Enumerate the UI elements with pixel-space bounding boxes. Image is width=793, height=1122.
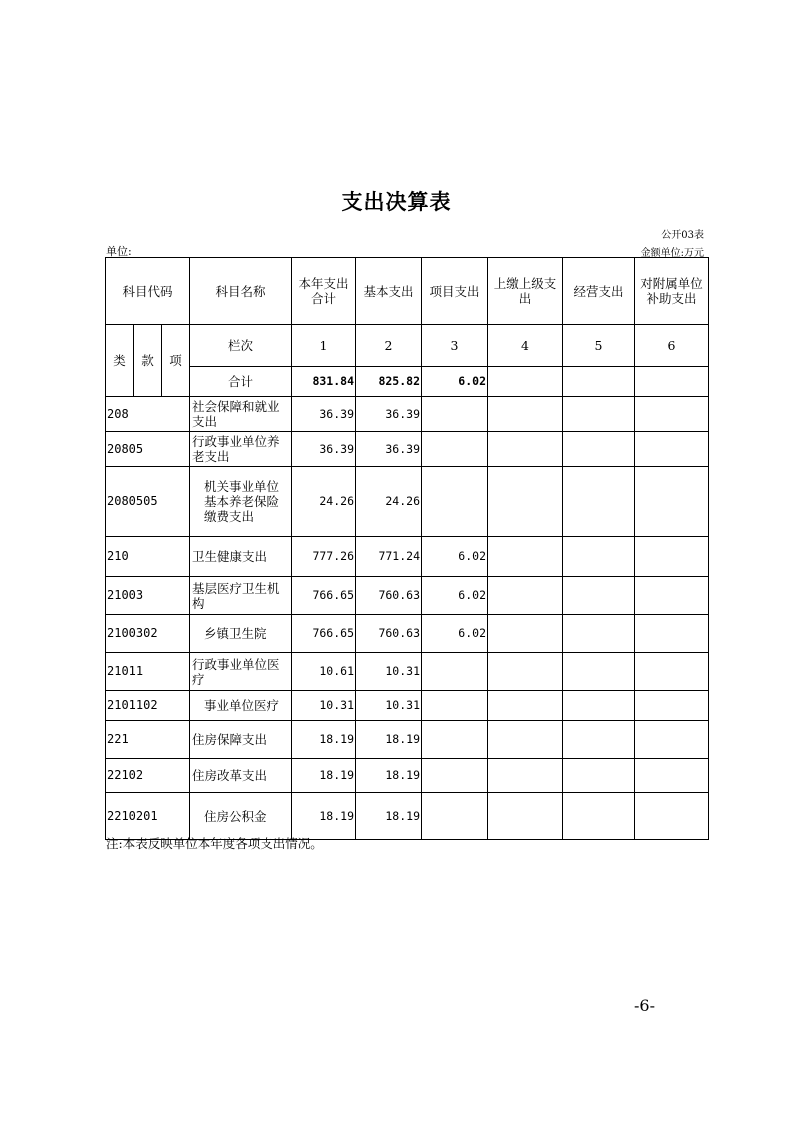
subject-name-cell: 社会保障和就业支出 — [190, 397, 292, 432]
remit-cell — [488, 615, 563, 653]
subject-name-cell: 行政事业单位养老支出 — [190, 432, 292, 467]
subject-name-cell: 住房改革支出 — [190, 759, 292, 793]
business-cell — [563, 759, 635, 793]
subject-code-cell: 21003 — [106, 577, 190, 615]
subject-name-cell: 住房保障支出 — [190, 721, 292, 759]
table-row — [106, 537, 709, 577]
basic-cell: 18.19 — [356, 759, 422, 793]
remit-cell — [488, 759, 563, 793]
total-cell: 24.26 — [292, 467, 356, 537]
business-cell — [563, 653, 635, 691]
business-cell — [563, 721, 635, 759]
total-cell: 36.39 — [292, 397, 356, 432]
header-row — [106, 258, 709, 325]
project-cell — [422, 397, 488, 432]
unit-label: 单位: — [106, 245, 132, 258]
remit-cell — [488, 432, 563, 467]
project-cell — [422, 759, 488, 793]
table-row — [106, 759, 709, 793]
header-total: 本年支出合计 — [292, 258, 356, 325]
subject-name-cell: 卫生健康支出 — [190, 537, 292, 577]
subsidy-cell — [635, 432, 709, 467]
project-cell — [422, 721, 488, 759]
business-cell — [563, 793, 635, 840]
subject-code-cell: 2101102 — [106, 691, 190, 721]
remit-cell — [488, 691, 563, 721]
basic-cell: 36.39 — [356, 397, 422, 432]
subsidy-cell — [635, 721, 709, 759]
total-cell: 18.19 — [292, 759, 356, 793]
business-cell — [563, 397, 635, 432]
header-xiang: 项 — [162, 325, 190, 397]
header-business: 经营支出 — [563, 258, 635, 325]
subject-code-cell: 2100302 — [106, 615, 190, 653]
expenditure-table — [105, 257, 709, 840]
header-subject-name: 科目名称 — [190, 258, 292, 325]
col-no-3: 3 — [422, 325, 488, 367]
total-cell: 777.26 — [292, 537, 356, 577]
header-basic: 基本支出 — [356, 258, 422, 325]
header-remit: 上缴上级支出 — [488, 258, 563, 325]
total-cell: 18.19 — [292, 793, 356, 840]
remit-cell — [488, 467, 563, 537]
subsidy-cell — [635, 653, 709, 691]
project-cell — [422, 691, 488, 721]
header-kuan: 款 — [134, 325, 162, 397]
project-cell — [422, 793, 488, 840]
table-row — [106, 577, 709, 615]
summary-business — [563, 367, 635, 397]
header-subject-code: 科目代码 — [106, 258, 190, 325]
subsidy-cell — [635, 793, 709, 840]
subject-name-cell: 机关事业单位基本养老保险缴费支出 — [190, 467, 292, 537]
subsidy-cell — [635, 537, 709, 577]
column-number-row — [106, 325, 709, 367]
subject-code-cell: 221 — [106, 721, 190, 759]
basic-cell: 760.63 — [356, 577, 422, 615]
col-no-5: 5 — [563, 325, 635, 367]
subject-name-cell: 行政事业单位医疗 — [190, 653, 292, 691]
summary-row — [106, 367, 709, 397]
business-cell — [563, 537, 635, 577]
basic-cell: 18.19 — [356, 721, 422, 759]
basic-cell: 771.24 — [356, 537, 422, 577]
col-no-4: 4 — [488, 325, 563, 367]
project-cell: 6.02 — [422, 537, 488, 577]
basic-cell: 760.63 — [356, 615, 422, 653]
subject-name-cell: 乡镇卫生院 — [190, 615, 292, 653]
remit-cell — [488, 397, 563, 432]
form-number: 公开03表 — [661, 230, 704, 241]
table-row — [106, 397, 709, 432]
business-cell — [563, 577, 635, 615]
subject-code-cell: 21011 — [106, 653, 190, 691]
total-cell: 10.61 — [292, 653, 356, 691]
total-cell: 10.31 — [292, 691, 356, 721]
basic-cell: 18.19 — [356, 793, 422, 840]
summary-total: 831.84 — [292, 367, 356, 397]
summary-subsidy — [635, 367, 709, 397]
project-cell — [422, 432, 488, 467]
subsidy-cell — [635, 615, 709, 653]
subject-name-cell: 基层医疗卫生机构 — [190, 577, 292, 615]
summary-remit — [488, 367, 563, 397]
total-cell: 18.19 — [292, 721, 356, 759]
page-title: 支出决算表 — [341, 190, 452, 214]
basic-cell: 10.31 — [356, 691, 422, 721]
project-cell — [422, 653, 488, 691]
header-lanci: 栏次 — [190, 325, 292, 367]
summary-label: 合计 — [190, 367, 292, 397]
table-row — [106, 615, 709, 653]
table-row — [106, 432, 709, 467]
subsidy-cell — [635, 691, 709, 721]
project-cell: 6.02 — [422, 615, 488, 653]
subject-name-cell: 住房公积金 — [190, 793, 292, 840]
table-row — [106, 467, 709, 537]
subject-code-cell: 210 — [106, 537, 190, 577]
summary-basic: 825.82 — [356, 367, 422, 397]
table-row — [106, 691, 709, 721]
business-cell — [563, 691, 635, 721]
total-cell: 766.65 — [292, 577, 356, 615]
basic-cell: 36.39 — [356, 432, 422, 467]
remit-cell — [488, 577, 563, 615]
remit-cell — [488, 793, 563, 840]
header-project: 项目支出 — [422, 258, 488, 325]
remit-cell — [488, 653, 563, 691]
col-no-1: 1 — [292, 325, 356, 367]
subject-code-cell: 20805 — [106, 432, 190, 467]
table-row — [106, 721, 709, 759]
summary-project: 6.02 — [422, 367, 488, 397]
business-cell — [563, 615, 635, 653]
subsidy-cell — [635, 467, 709, 537]
subject-code-cell: 208 — [106, 397, 190, 432]
subject-code-cell: 2080505 — [106, 467, 190, 537]
col-no-2: 2 — [356, 325, 422, 367]
col-no-6: 6 — [635, 325, 709, 367]
basic-cell: 10.31 — [356, 653, 422, 691]
business-cell — [563, 432, 635, 467]
basic-cell: 24.26 — [356, 467, 422, 537]
subsidy-cell — [635, 759, 709, 793]
total-cell: 36.39 — [292, 432, 356, 467]
header-lei: 类 — [106, 325, 134, 397]
subsidy-cell — [635, 577, 709, 615]
subject-code-cell: 22102 — [106, 759, 190, 793]
table-row — [106, 793, 709, 840]
header-subsidy: 对附属单位补助支出 — [635, 258, 709, 325]
page-number: -6- — [634, 996, 655, 1015]
subject-name-cell: 事业单位医疗 — [190, 691, 292, 721]
business-cell — [563, 467, 635, 537]
money-unit-label: 金额单位:万元 — [640, 248, 704, 259]
footnote: 注:本表反映单位本年度各项支出情况。 — [106, 836, 323, 851]
remit-cell — [488, 537, 563, 577]
subsidy-cell — [635, 397, 709, 432]
project-cell: 6.02 — [422, 577, 488, 615]
project-cell — [422, 467, 488, 537]
subject-code-cell: 2210201 — [106, 793, 190, 840]
remit-cell — [488, 721, 563, 759]
table-row — [106, 653, 709, 691]
total-cell: 766.65 — [292, 615, 356, 653]
